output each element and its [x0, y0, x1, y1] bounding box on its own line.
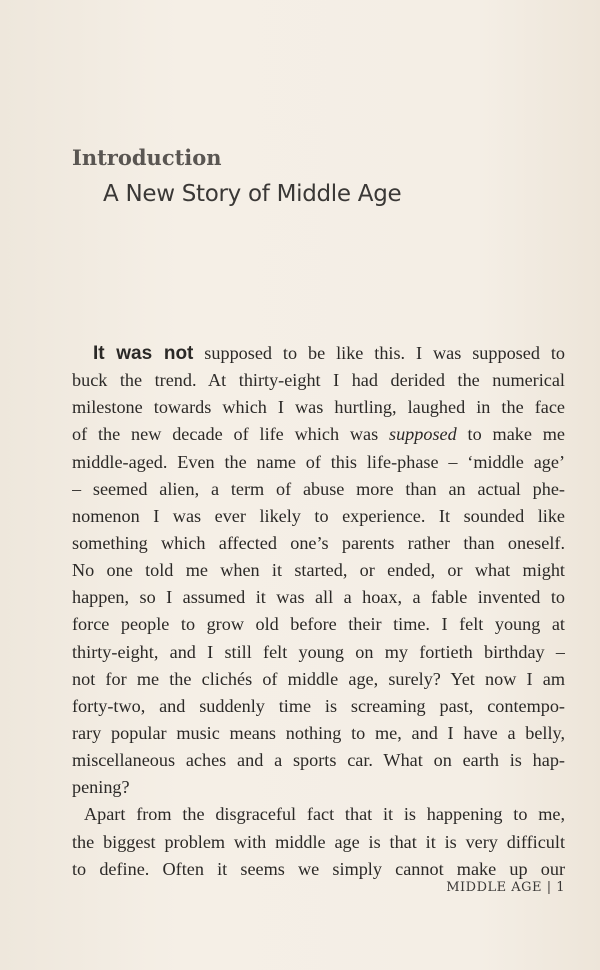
text-line: force people to grow old before their time. I felt young at: [72, 614, 565, 635]
body-text: [72, 340, 565, 883]
text-line: thirty-eight, and I still felt young on my fortieth birthday –: [72, 641, 565, 662]
line-text: to make me: [456, 424, 565, 445]
text-line: to define. Often it seems we simply cannot make up our: [72, 858, 565, 879]
opening-words: It was not: [93, 343, 194, 364]
text-line: rary popular music means nothing to me, and I have a belly,: [72, 722, 565, 743]
page-footer: [446, 880, 565, 895]
text-line: the biggest problem with middle age is that it is very difficult: [72, 831, 565, 852]
text-line: pening?: [72, 777, 130, 798]
emphasis-text: supposed: [389, 424, 457, 445]
text-line: [72, 340, 565, 367]
text-line: [72, 421, 565, 448]
text-line: Apart from the disgraceful fact that it is happening to me,: [84, 804, 565, 825]
text-line: middle-aged. Even the name of this life-phase – ‘middle age’: [72, 451, 565, 472]
text-line: No one told me when it started, or ended, or what might: [72, 560, 565, 581]
running-head: MIDDLE AGE: [446, 880, 543, 895]
chapter-title: A New Story of Middle Age: [103, 181, 402, 207]
page-number: 1: [556, 880, 565, 895]
line-text: supposed to be like this. I was supposed to: [193, 343, 565, 363]
text-line: not for me the clichés of middle age, surely? Yet now I am: [72, 668, 565, 689]
separator: |: [546, 880, 552, 895]
line-text: of the new decade of life which was: [72, 424, 390, 445]
text-line: miscellaneous aches and a sports car. What on earth is hap-: [72, 750, 565, 771]
text-line: nomenon I was ever likely to experience. It sounded like: [72, 505, 565, 526]
text-line: something which affected one’s parents rather than oneself.: [72, 532, 565, 553]
chapter-label: Introduction: [72, 145, 222, 170]
text-line: milestone towards which I was hurtling, laughed in the face: [72, 397, 565, 418]
text-line: forty-two, and suddenly time is screaming past, contempo-: [72, 695, 565, 716]
text-line: – seemed alien, a term of abuse more than an actual phe-: [72, 478, 565, 499]
text-line: happen, so I assumed it was all a hoax, a fable invented to: [72, 587, 565, 608]
text-line: buck the trend. At thirty-eight I had derided the numerical: [72, 370, 565, 391]
